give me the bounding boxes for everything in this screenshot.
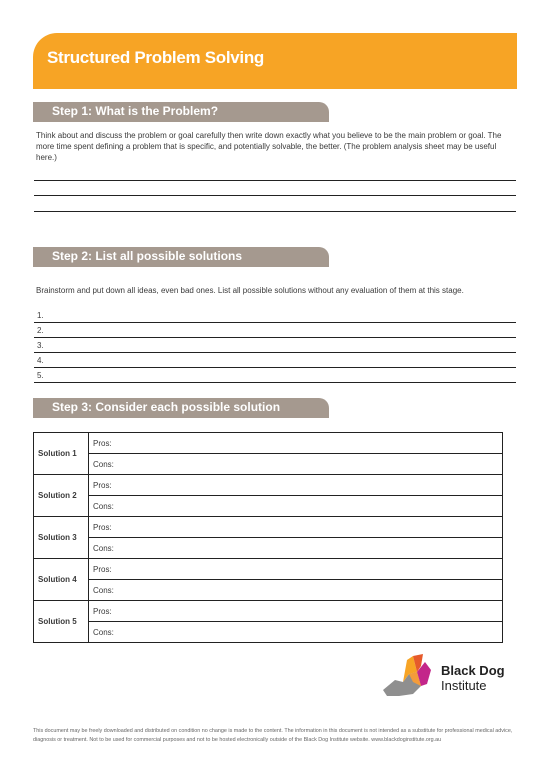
step1-title: Step 1: What is the Problem? — [52, 104, 219, 118]
table-row — [34, 475, 503, 496]
step1-instructions: Think about and discuss the problem or goal carefully then write down exactly what you believe to be the main problem or goal. The more time spent defining a problem that is specific, and potentially solvable, the better. (The problem analysis sheet may be useful here.) — [36, 131, 502, 162]
step2-instructions: Brainstorm and put down all ideas, even bad ones. List all possible solutions without any evaluation of them at this stage. — [36, 286, 464, 295]
pros-cell[interactable]: Pros: — [89, 433, 503, 454]
solutions-table — [33, 432, 503, 643]
pros-cell[interactable]: Pros: — [89, 601, 503, 622]
table-row — [34, 517, 503, 538]
solution-label: Solution 2 — [34, 475, 89, 517]
solution-line-3[interactable]: 3. — [34, 339, 516, 353]
solution-label: Solution 4 — [34, 559, 89, 601]
footer-disclaimer: This document may be freely downloaded and distributed on condition no change is made to the content. The information in this document is not intended as a substitute for professional medical advice, diagnosis or treatment. Not to be used for commercial purposes and not to be hosted electronically outside of the Black Dog Institute website. www.blackdoginstitute.org.au — [33, 728, 513, 743]
table-row — [34, 601, 503, 622]
cons-cell[interactable]: Cons: — [89, 538, 503, 559]
pros-cell[interactable]: Pros: — [89, 475, 503, 496]
table-row — [34, 559, 503, 580]
logo-line-2: Institute — [441, 678, 487, 693]
title-banner — [33, 33, 517, 89]
answer-line[interactable] — [34, 211, 516, 212]
solution-label: Solution 3 — [34, 517, 89, 559]
table-row — [34, 580, 503, 601]
solution-line-4[interactable]: 4. — [34, 354, 516, 368]
cons-cell[interactable]: Cons: — [89, 496, 503, 517]
page-title: Structured Problem Solving — [47, 48, 265, 67]
logo-wordmark — [441, 663, 505, 693]
cons-cell[interactable]: Cons: — [89, 580, 503, 601]
solution-line-2[interactable]: 2. — [34, 324, 516, 338]
step3-title: Step 3: Consider each possible solution — [52, 400, 281, 414]
solution-line-1[interactable]: 1. — [34, 309, 516, 323]
step2-header — [33, 247, 329, 267]
answer-line[interactable] — [34, 195, 516, 196]
answer-line[interactable] — [34, 180, 516, 181]
table-row — [34, 538, 503, 559]
solution-label: Solution 1 — [34, 433, 89, 475]
logo-line-1: Black Dog — [441, 663, 505, 678]
pros-cell[interactable]: Pros: — [89, 559, 503, 580]
solution-label: Solution 5 — [34, 601, 89, 643]
table-row — [34, 433, 503, 454]
pros-cell[interactable]: Pros: — [89, 517, 503, 538]
table-row — [34, 454, 503, 475]
cons-cell[interactable]: Cons: — [89, 622, 503, 643]
step2-title: Step 2: List all possible solutions — [52, 249, 243, 263]
solution-line-5[interactable]: 5. — [34, 369, 516, 383]
cons-cell[interactable]: Cons: — [89, 454, 503, 475]
step3-header — [33, 398, 329, 418]
dog-head-icon — [377, 652, 439, 702]
black-dog-institute-logo — [377, 652, 517, 702]
step1-header — [33, 102, 329, 122]
table-row — [34, 496, 503, 517]
table-row — [34, 622, 503, 643]
